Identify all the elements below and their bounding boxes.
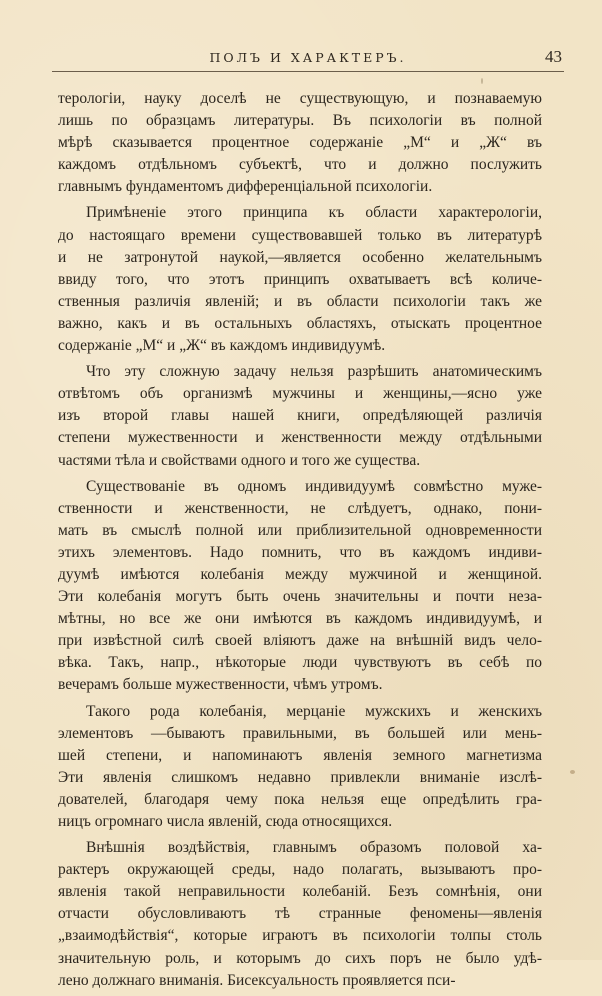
text-line: ственныя различія явленій; и въ области психологіи такъ же <box>58 292 542 310</box>
text-line: до настоящаго времени существовавшей только въ литературѣ <box>58 226 542 244</box>
text-line: главнымъ фундаментомъ дифференціальной психологіи. <box>58 178 433 196</box>
text-line: содержаніе „М“ и „Ж“ въ каждомъ индивидуумѣ. <box>58 337 386 355</box>
text-line: Существованіе въ одномъ индивидуумѣ совмѣстно муже- <box>86 477 542 495</box>
paragraph <box>58 202 542 357</box>
running-title: ПОЛЪ И ХАРАКТЕРЪ. <box>209 50 407 65</box>
text-line: вѣка. Такъ, напр., нѣкоторые люди чувствуютъ въ себѣ по <box>58 654 542 672</box>
text-line: и не затронутой наукой,—является особенно желательнымъ <box>58 248 542 266</box>
text-line: Эти колебанія могутъ быть очень значительны и почти неза- <box>58 588 542 606</box>
text-line: дователей, благодаря чему пока нельзя еще опредѣлить гра- <box>58 790 542 808</box>
text-line: элементовъ —бываютъ правильными, въ большей или мень- <box>58 724 542 742</box>
text-line: лишь по образцамъ литературы. Въ психологіи въ полной <box>58 112 542 130</box>
text-line: вечерамъ больше мужественности, чѣмъ утромъ. <box>58 676 383 694</box>
text-line: ственности и женственности, не слѣдуетъ, однако, пони- <box>58 499 542 517</box>
running-head <box>52 47 564 73</box>
text-line: этихъ элементовъ. Надо помнить, что въ каждомъ индиви- <box>58 543 542 561</box>
paragraph <box>58 837 542 992</box>
text-line: степени мужественности и женственности между отдѣльными <box>58 429 542 447</box>
paragraph <box>58 88 542 198</box>
text-line: Что эту сложную задачу нельзя разрѣшить анатомическимъ <box>86 363 542 381</box>
text-line: отчасти обусловливаютъ тѣ странные феномены—явленія <box>58 905 542 923</box>
text-line: отвѣтомъ объ организмѣ мужчины и женщины,—ясно уже <box>58 385 542 403</box>
text-line: терологіи, науку доселѣ не существующую, и познаваемую <box>58 90 542 107</box>
text-line: Эти явленія слишкомъ недавно привлекли вниманіе изслѣ- <box>58 768 542 786</box>
text-line: явленія такой неправильности колебаній. Безъ сомнѣнія, они <box>58 883 542 901</box>
text-line: каждомъ отдѣльномъ субъектѣ, что и должно послужить <box>58 156 542 174</box>
paragraph <box>58 476 542 697</box>
foxing-spot <box>570 770 575 774</box>
text-line: Примѣненіе этого принципа къ области характерологіи, <box>86 204 542 222</box>
paragraph <box>58 701 542 834</box>
header-rule <box>52 71 564 72</box>
text-line: при извѣстной силѣ своей вліяютъ даже на внѣшній видъ чело- <box>58 632 542 650</box>
text-line: „взаимодѣйствія“, которые играютъ въ психологіи толпы столь <box>58 927 542 945</box>
text-line: Такого рода колебанія, мерцаніе мужскихъ и женскихъ <box>86 702 542 720</box>
text-line: дуумѣ имѣются колебанія между мужчиной и женщиной. <box>58 565 542 583</box>
text-line: шей степени, и напоминаютъ явленія земного магнетизма <box>58 746 542 764</box>
body-text <box>58 88 542 996</box>
text-line: ввиду того, что этотъ принципъ охватываетъ всѣ количе- <box>58 270 542 288</box>
text-line: ницъ огромнаго числа явленій, сюда относящихся. <box>58 813 393 830</box>
page-number: 43 <box>545 47 562 66</box>
text-line: значительную роль, и которымъ до сихъ поръ не было удѣ- <box>58 949 542 967</box>
text-line: лено должнаго вниманія. Бисексуальность проявляется пси- <box>58 971 456 989</box>
text-line: мать въ смыслѣ полной или приблизительной одновременности <box>58 521 542 539</box>
text-line: частями тѣла и свойствами одного и того же существа. <box>58 451 421 469</box>
paragraph <box>58 361 542 471</box>
text-line: Внѣшнія воздѣйствія, главнымъ образомъ половой ха- <box>86 839 542 857</box>
text-line: важно, какъ и въ остальныхъ областяхъ, отыскать процентное <box>58 314 542 332</box>
text-line: мѣрѣ сказывается процентное содержаніе „М“ и „Ж“ въ <box>58 134 542 152</box>
foxing-spot <box>481 78 483 84</box>
text-line: изъ второй главы нашей книги, опредѣляющей различія <box>58 407 542 425</box>
text-line: рактеръ окружающей среды, надо полагать, вызываютъ про- <box>58 861 542 879</box>
text-line: мѣтны, но все же они имѣются въ каждомъ индивидуумѣ, и <box>58 610 542 628</box>
